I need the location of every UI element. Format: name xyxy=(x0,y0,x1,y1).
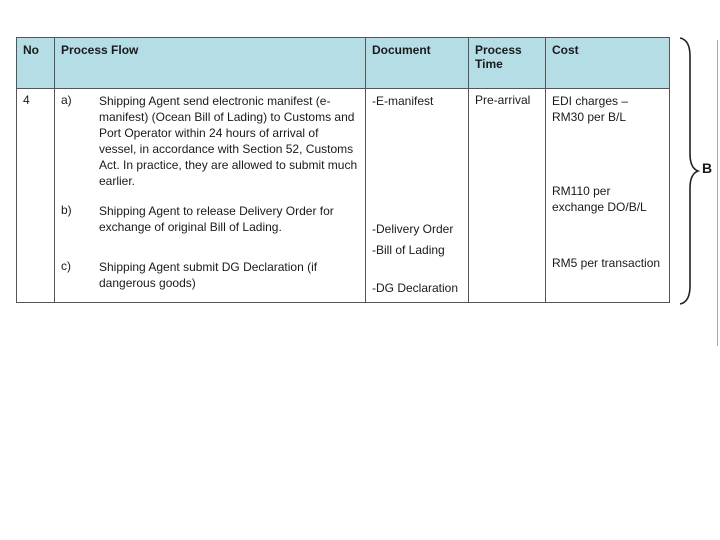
header-no: No xyxy=(17,38,55,89)
document-item: -Bill of Lading xyxy=(372,243,445,257)
cost-item: RM5 per transaction xyxy=(552,256,661,270)
curly-brace-icon xyxy=(676,36,700,306)
brace-label: B xyxy=(702,160,713,176)
step-a xyxy=(61,93,359,188)
header-row xyxy=(17,38,670,89)
document-item: -DG Declaration xyxy=(372,281,459,295)
step-b xyxy=(61,203,359,259)
table-row xyxy=(17,89,670,303)
process-time-cell: Pre-arrival xyxy=(469,89,546,303)
divider xyxy=(717,40,718,346)
process-table xyxy=(16,37,670,303)
step-text: Shipping Agent submit DG Declaration (if dangerous goods) xyxy=(99,260,318,290)
header-document: Document xyxy=(366,38,469,89)
header-cost: Cost xyxy=(546,38,670,89)
row-number: 4 xyxy=(17,89,55,303)
header-process-time: Process Time xyxy=(469,38,546,89)
step-text: Shipping Agent send electronic manifest (e-manifest) (Ocean Bill of Lading) to Customs and Port Operator within 24 hours of arrival of vessel, in accordance with Section 52, Customs Act. In practice, they are allowed to submit much earlier. xyxy=(99,94,358,188)
cost-item: RM110 per exchange DO/B/L xyxy=(552,184,647,214)
cost-item: EDI charges – RM30 per B/L xyxy=(552,94,629,124)
process-flow-cell xyxy=(55,89,366,303)
step-c xyxy=(61,259,359,293)
document-item: -Delivery Order xyxy=(372,222,454,236)
document-cell xyxy=(366,89,469,303)
step-letter: b) xyxy=(61,203,72,217)
step-letter: a) xyxy=(61,93,72,107)
step-text: Shipping Agent to release Delivery Order for exchange of original Bill of Lading. xyxy=(99,204,334,234)
header-process-flow: Process Flow xyxy=(55,38,366,89)
step-letter: c) xyxy=(61,259,71,273)
cost-cell xyxy=(546,89,670,303)
document-item: -E-manifest xyxy=(372,94,434,108)
